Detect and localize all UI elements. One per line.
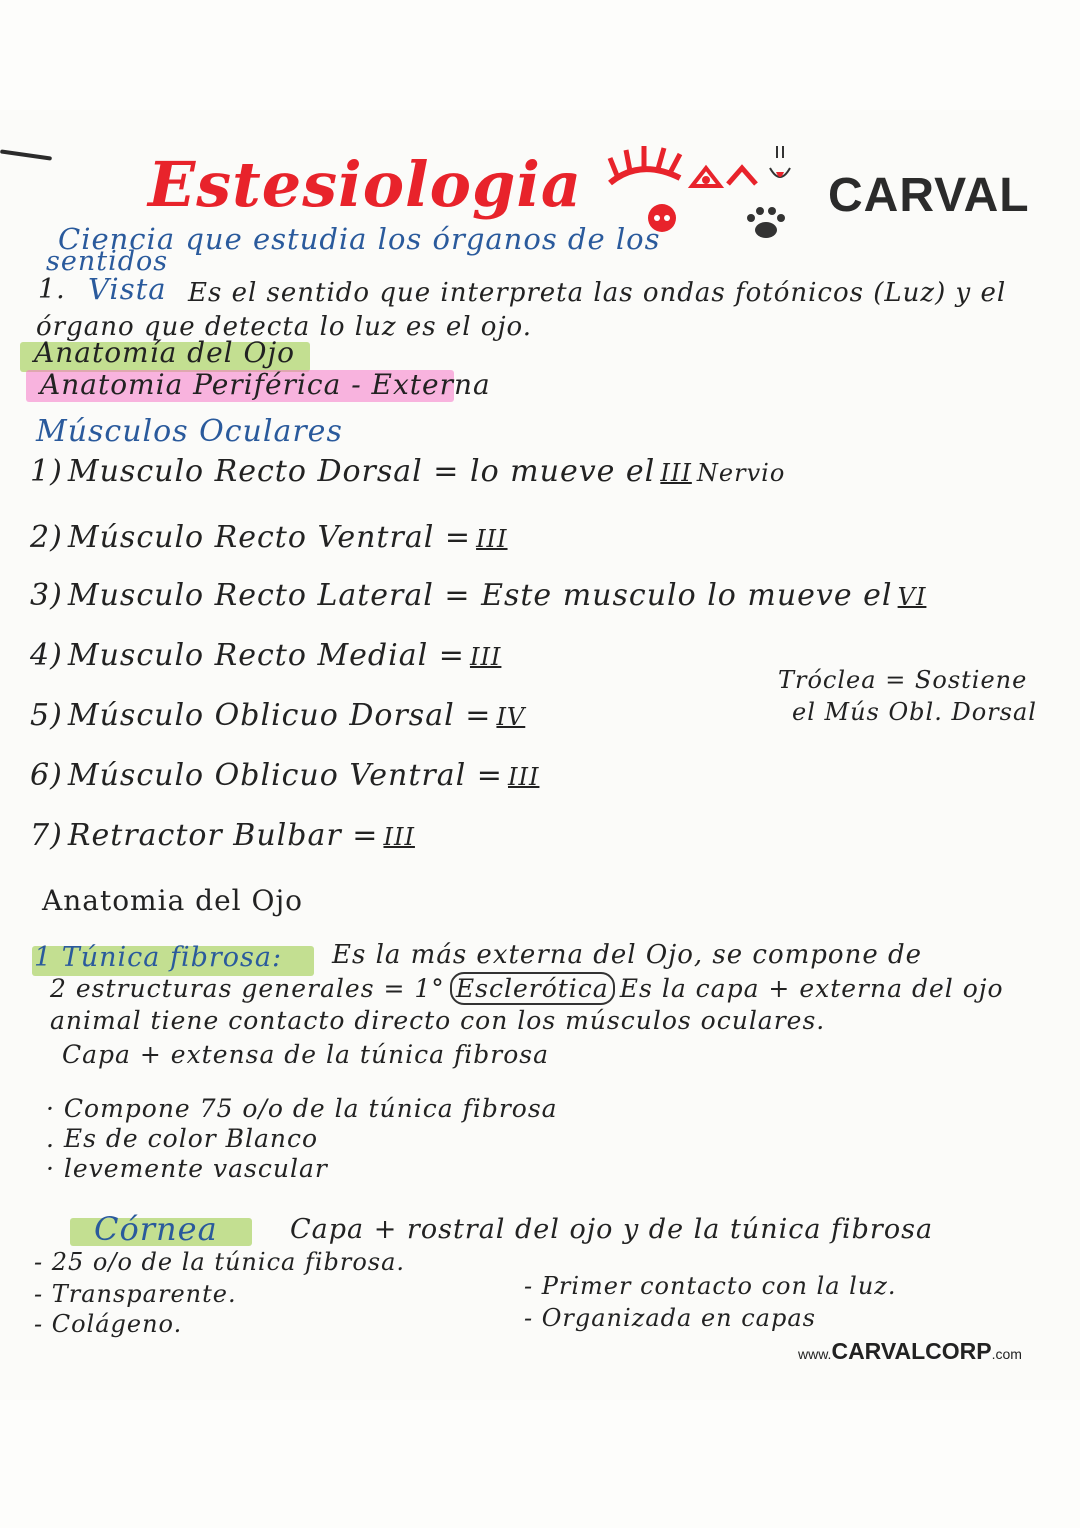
paw-icon [747,207,785,238]
muscle-nerve: VI [897,583,927,611]
muscle-number: 1) [30,454,63,489]
muscle-text: Musculo Recto Medial = [67,638,465,673]
sclera-term: Esclerótica [450,972,615,1005]
tunica-bullet: · Compone 75 o/o de la túnica fibrosa [46,1094,558,1123]
cornea-left-item: - Transparente. [34,1280,237,1308]
intro-line-1: Ciencia que estudia los órganos de los [58,222,661,256]
ear-icon [728,168,756,184]
tunica-label: 1 Túnica fibrosa: [34,942,283,973]
section-peripheral: Anatomia Periférica - Externa [40,368,491,401]
muscle-number: 5) [30,698,63,733]
vista-label: Vista [88,272,167,306]
muscle-item [30,454,785,489]
muscle-nerve: III [507,763,540,791]
tunica-line-4: Capa + extensa de la túnica fibrosa [62,1040,549,1069]
tunica-line-2c: Es la capa + externa del ojo [619,974,1004,1003]
footer-www: www. [798,1346,832,1362]
muscle-text: Músculo Oblicuo Dorsal = [67,698,492,733]
muscle-nerve: III [469,643,502,671]
muscle-text: Músculo Oblicuo Ventral = [67,758,503,793]
vista-line-2: órgano que detecta lo luz es el ojo. [36,312,532,342]
muscle-number: 6) [30,758,63,793]
trochlea-line-2: el Mús Obl. Dorsal [792,698,1037,726]
muscle-item [30,698,525,733]
muscle-nerve: III [383,823,415,851]
cornea-left-item: - 25 o/o de la túnica fibrosa. [34,1248,406,1276]
muscle-text: Retractor Bulbar = [67,818,379,853]
section-muscles: Músculos Oculares [36,414,343,449]
cornea-right-item: - Primer contacto con la luz. [524,1272,897,1300]
muscle-suffix: Nervio [696,459,786,487]
trochlea-line-1: Tróclea = Sostiene [778,666,1028,694]
footer-tld: .com [991,1346,1022,1362]
muscle-nerve: IV [496,703,526,731]
nose-icon [692,168,720,186]
eyelash-icon [610,146,680,183]
vista-line-1: Es el sentido que interpreta las ondas fotónicos (Luz) y el [188,278,1007,308]
muscle-item [30,520,508,555]
cornea-right-item: - Organizada en capas [524,1304,816,1332]
footer-website [798,1338,1022,1365]
tunica-line-2a: 2 estructuras generales = 1° [50,974,445,1003]
page-title: Estesiologia [148,148,583,221]
cornea-desc: Capa + rostral del ojo y de la túnica fibrosa [290,1214,934,1245]
muscle-text: Musculo Recto Dorsal = lo mueve el [67,454,656,489]
muscle-text: Musculo Recto Lateral = Este musculo lo mueve el [67,578,893,613]
muscle-item [30,818,415,853]
cornea-left-item: - Colágeno. [34,1310,183,1338]
intro-line-2: sentidos [46,246,169,277]
tunica-line-2 [50,974,1004,1003]
muscle-item [30,638,501,673]
muscle-number: 3) [30,578,63,613]
muscle-number: 7) [30,818,63,853]
muscle-nerve: III [476,525,508,553]
tunica-line-3: animal tiene contacto directo con los músculos oculares. [50,1006,826,1035]
muscle-item [30,578,926,613]
brand-logo-text: CARVAL [828,169,1030,222]
tunica-bullet: · levemente vascular [46,1154,328,1183]
muscle-nerve: III [660,459,692,487]
tunica-line-1: Es la más externa del Ojo, se compone de [332,940,923,970]
tunica-bullet: . Es de color Blanco [46,1124,319,1153]
muscle-number: 2) [30,520,63,555]
muscle-number: 4) [30,638,63,673]
section-anatomy-eye: Anatomía del Ojo [34,336,295,369]
vista-number: 1. [38,274,66,305]
section-anatomy-2: Anatomia del Ojo [42,884,303,917]
muscle-item [30,758,539,793]
footer-domain: CARVALCORP [831,1338,992,1364]
muscle-text: Músculo Recto Ventral = [67,520,471,555]
cornea-label: Córnea [94,1210,218,1248]
tongue-icon [770,146,790,177]
